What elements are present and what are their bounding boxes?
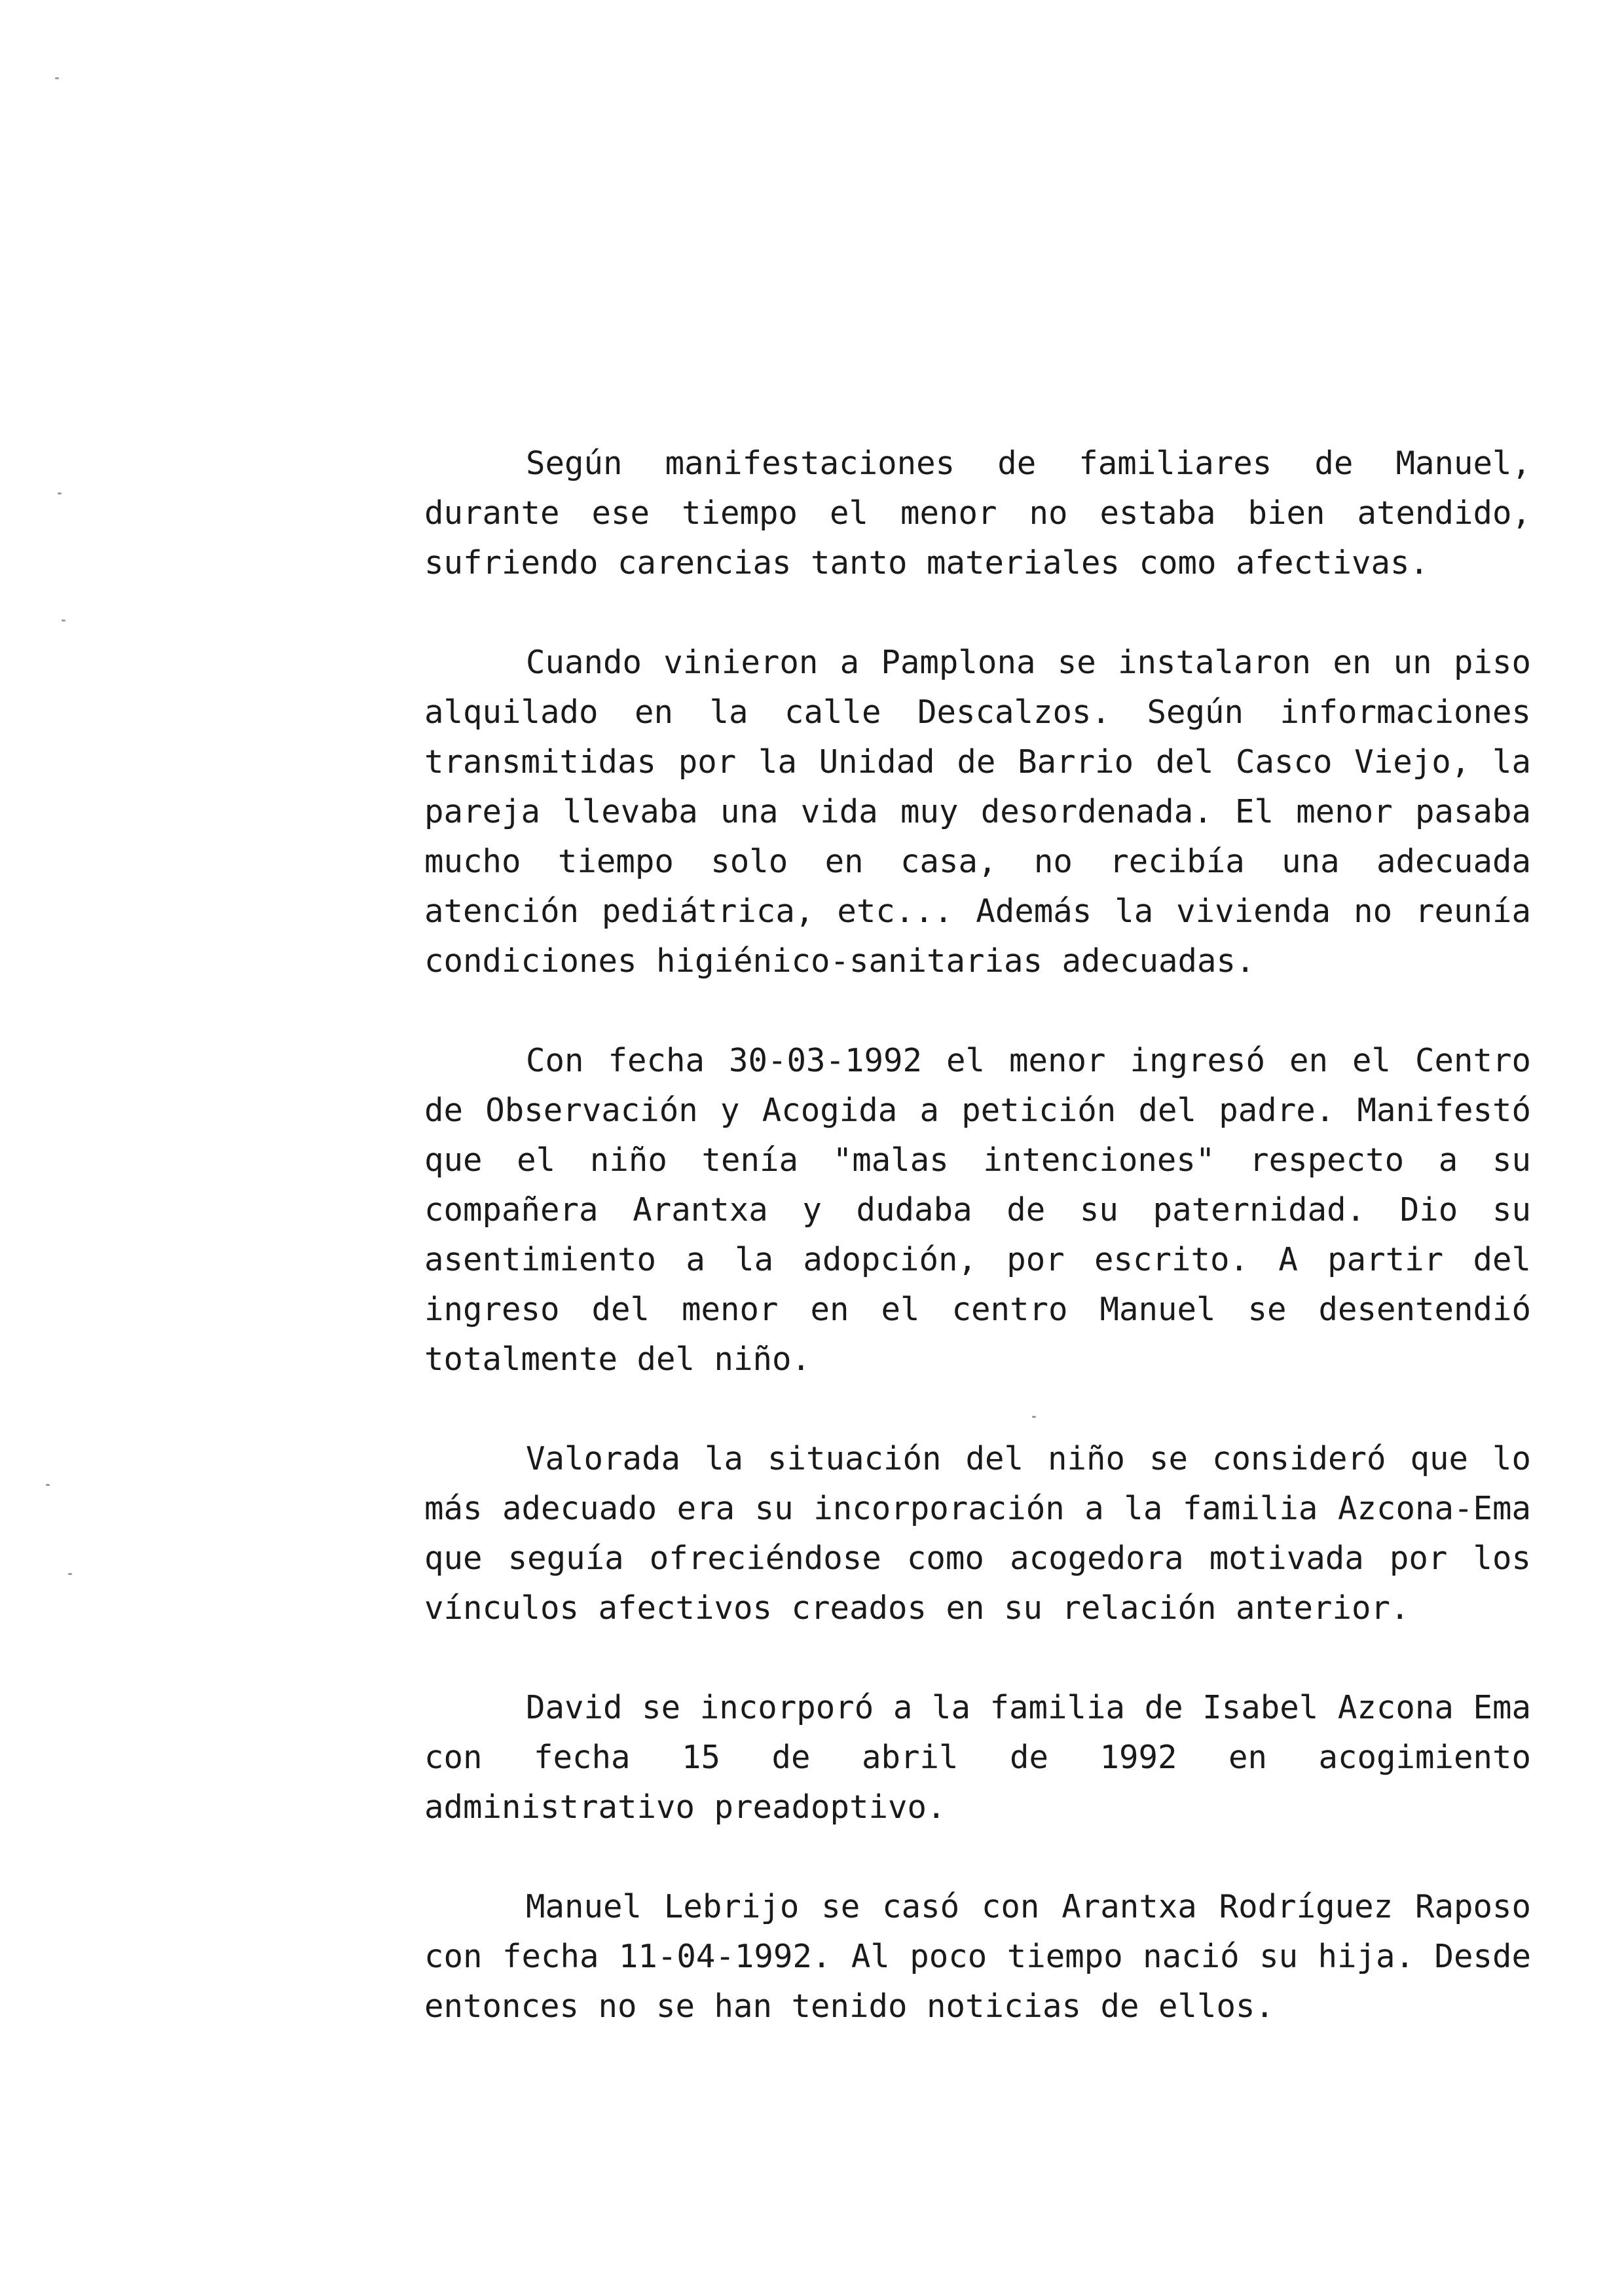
paragraph: Según manifestaciones de familiares de Manuel, durante ese tiempo el menor no estaba bien atendido, sufriendo carencias tanto materiales como afectivas. [424, 445, 1531, 582]
paragraph: Con fecha 30-03-1992 el menor ingresó en el Centro de Observación y Acogida a petición del padre. Manifestó que el niño tenía "malas intenciones" respecto a su compañera Arantxa y dudaba de su paternidad. Dio su asentimiento a la adopción, por escrito. A partir del ingreso del menor en el centro Manuel se desentendió totalmente del niño. [424, 1042, 1531, 1378]
paragraph: Cuando vinieron a Pamplona se instalaron en un piso alquilado en la calle Descalzos. Según informaciones transmitidas por la Unidad de Barrio del Casco Viejo, la pareja llevaba una vida muy desordenada. El menor pasaba mucho tiempo solo en casa, no recibía una adecuada atención pediátrica, etc... Además la vivienda no reunía condiciones higiénico-sanitarias adecuadas. [424, 644, 1531, 980]
paragraph: David se incorporó a la familia de Isabel Azcona Ema con fecha 15 de abril de 1992 en acogimiento administrativo preadoptivo. [424, 1689, 1531, 1826]
scan-speck [55, 77, 59, 79]
scan-speck [62, 620, 65, 621]
scan-speck [1032, 1416, 1036, 1418]
paragraph: Valorada la situación del niño se consideró que lo más adecuado era su incorporación a la familia Azcona-Ema que seguía ofreciéndose como acogedora motivada por los vínculos afectivos creados en su relación anterior. [424, 1440, 1531, 1627]
document-body [424, 439, 1531, 2031]
scan-speck [46, 1484, 50, 1486]
scan-speck [68, 1573, 72, 1575]
paragraph: Manuel Lebrijo se casó con Arantxa Rodríguez Raposo con fecha 11-04-1992. Al poco tiempo nació su hija. Desde entonces no se han tenido noticias de ellos. [424, 1888, 1531, 2025]
scan-speck [58, 492, 62, 494]
